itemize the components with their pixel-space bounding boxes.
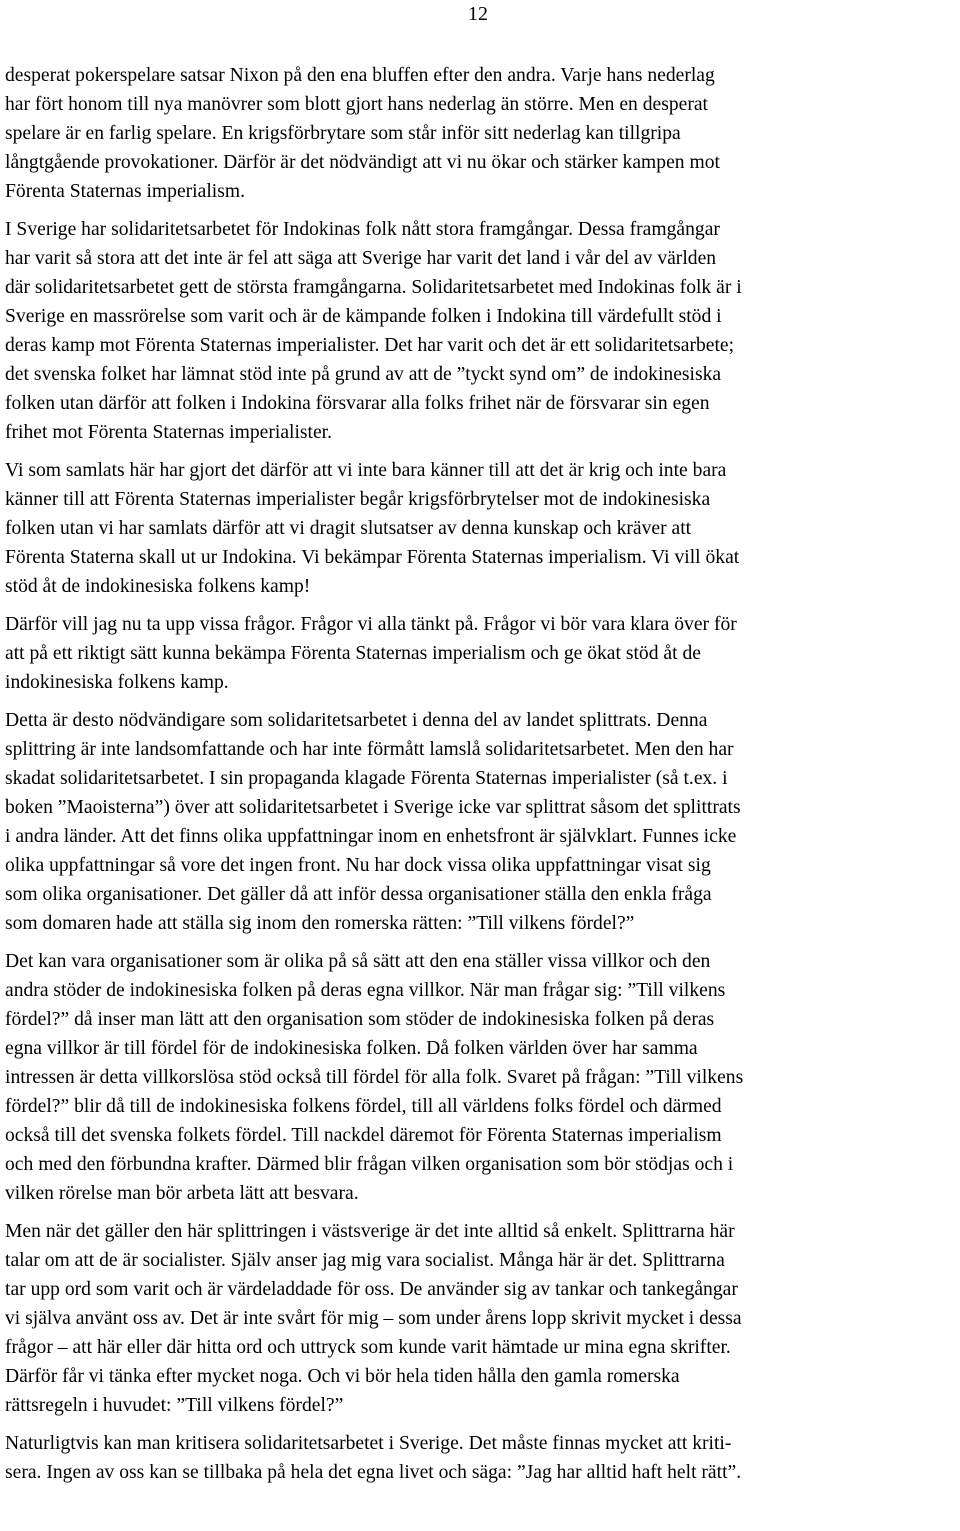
body-text [5, 61, 958, 1496]
page-number: 12 [468, 3, 488, 25]
paragraph-7: Men när det gäller den här splittringen i västsverige är det inte alltid så enkelt. Splittrarna här talar om att de är socialister. Själv anser jag mig vara socialist. Många här är det. Splittrarna tar upp ord som varit och är värdeladdade för oss. De använder sig av tankar och tankegångar vi själva använt oss av. Det är inte svårt för mig – som under årens lopp skrivit mycket i dessa frågor – att här eller där hitta ord och uttryck som kunde varit hämtade ur mina egna skrifter. Därför får vi tänka efter mycket noga. Och vi bör hela tiden hålla den gamla romerska rättsregeln i huvudet: ”Till vilkens fördel?” [5, 1221, 742, 1416]
paragraph-1: desperat pokerspelare satsar Nixon på den ena bluffen efter den andra. Varje hans nederlag har fört honom till nya manövrer som blott gjort hans nederlag än större. Men en desperat spelare är en farlig spelare. En krigsförbrytare som står inför sitt nederlag kan tillgripa långtgående provokationer. Därför är det nödvändigt att vi nu ökar och stärker kampen mot Förenta Staternas imperialism. [5, 65, 720, 202]
paragraph-5: Detta är desto nödvändigare som solidaritetsarbetet i denna del av landet splittrats. Denna splittring är inte landsomfattande och har inte förmått lamslå solidaritetsarbetet. Men den har skadat solidaritetsarbetet. I sin propaganda klagade Förenta Staternas imperialister (så t.ex. i boken ”Maoisterna”) över att solidaritetsarbetet i Sverige icke var splittrat såsom det splittrats i andra länder. Att det finns olika uppfattningar inom en enhetsfront är självklart. Funnes icke olika uppfattningar så vore det ingen front. Nu har dock vissa olika uppfattningar visat sig som olika organisationer. Det gäller då att inför dessa organisationer ställa den enkla fråga som domaren hade att ställa sig inom den romerska rätten: ”Till vilkens fördel?” [5, 710, 741, 934]
paragraph-3: Vi som samlats här har gjort det därför att vi inte bara känner till att det är krig och inte bara känner till att Förenta Staternas imperialister begår krigsförbrytelser mot de indokinesiska folken utan vi har samlats därför att vi dragit slutsatser av denna kunskap och kräver att Förenta Staterna skall ut ur Indokina. Vi bekämpar Förenta Staternas imperialism. Vi vill ökat stöd åt de indokinesiska folkens kamp! [5, 460, 740, 597]
paragraph-8: Naturligtvis kan man kritisera solidaritetsarbetet i Sverige. Det måste finnas mycket att kriti- sera. Ingen av oss kan se tillbaka på hela det egna livet och säga: ”Jag har alltid haft helt rätt”. [5, 1433, 742, 1483]
paragraph-4: Därför vill jag nu ta upp vissa frågor. Frågor vi alla tänkt på. Frågor vi bör vara klara över för att på ett riktigt sätt kunna bekämpa Förenta Staternas imperialism och ge ökat stöd åt de indokinesiska folkens kamp. [5, 614, 737, 693]
paragraph-2: I Sverige har solidaritetsarbetet för Indokinas folk nått stora framgångar. Dessa framgångar har varit så stora att det inte är fel att säga att Sverige har varit det land i vår del av världen där solidaritetsarbetet gett de största framgångarna. Solidaritetsarbetet med Indokinas folk är i Sverige en massrörelse som varit och är de kämpande folken i Indokina till värdefullt stöd i deras kamp mot Förenta Staternas imperialister. Det har varit och det är ett solidaritetsarbete; det svenska folket har lämnat stöd inte på grund av att de ”tyckt synd om” de indokinesiska folken utan därför att folken i Indokina försvarar alla folks frihet när de försvarar sin egen frihet mot Förenta Staternas imperialister. [5, 219, 742, 443]
paragraph-6: Det kan vara organisationer som är olika på så sätt att den ena ställer vissa villkor och den andra stöder de indokinesiska folken på deras egna villkor. När man frågar sig: ”Till vilkens fördel?” då inser man lätt att den organisation som stöder de indokinesiska folken på deras egna villkor är till fördel för de indokinesiska folken. Då folken världen över har samma intressen är detta villkorslösa stöd också till fördel för alla folk. Svaret på frågan: ”Till vilkens fördel?” blir då till de indokinesiska folkens fördel, till all världens folks fördel och därmed också till det svenska folkets fördel. Till nackdel däremot för Förenta Staternas imperialism och med den förbundna krafter. Därmed blir frågan vilken organisation som bör stödjas och i vilken rörelse man bör arbeta lätt att besvara. [5, 951, 744, 1204]
